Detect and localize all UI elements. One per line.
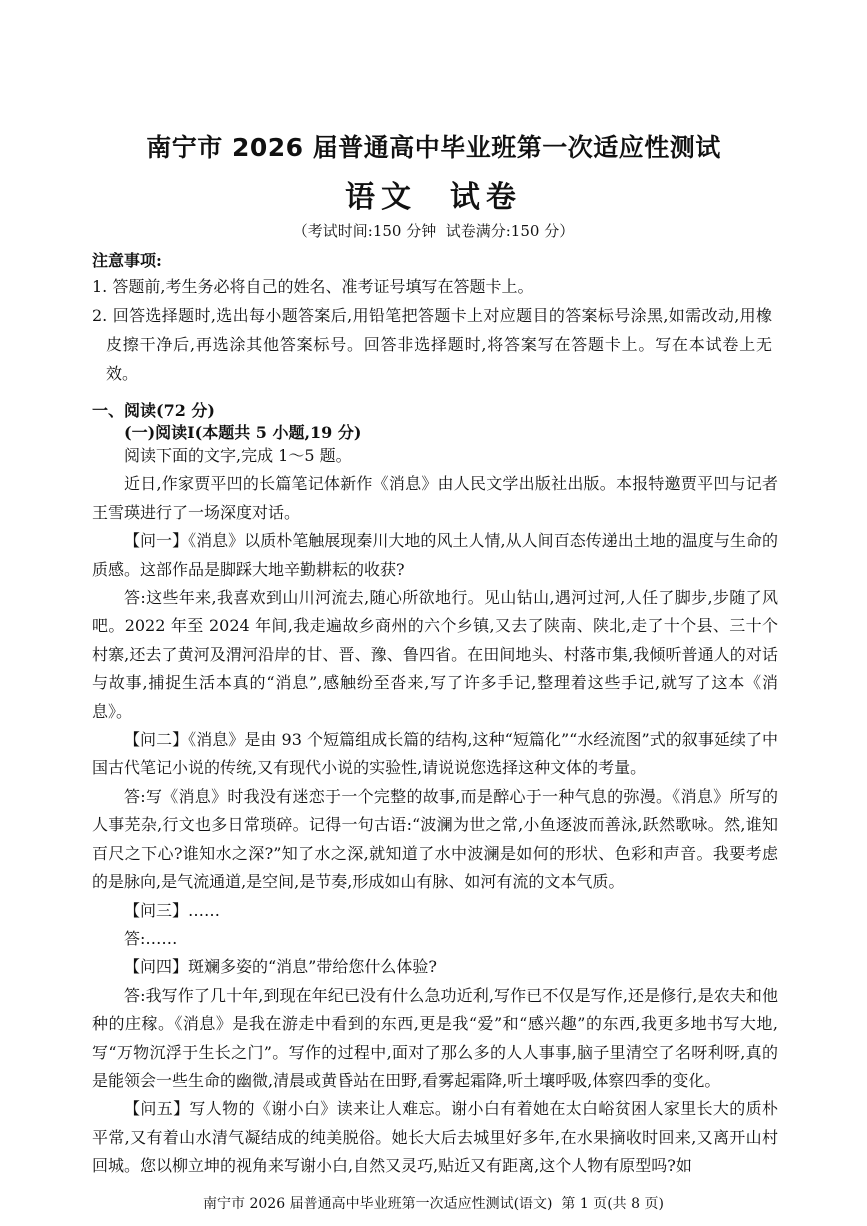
paragraph: 【问四】斑斓多姿的“消息”带给您什么体验? [124, 957, 437, 977]
paragraph: 【问二】《消息》是由 93 个短篇组成长篇的结构,这种“短篇化”“水经流图”式的叙事延续了中国古代笔记小说的传统,又有现代小说的实验性,请说说您选择这种文体的考量。 [92, 730, 778, 778]
paragraph: 阅读下面的文字,完成 1～5 题。 [124, 446, 352, 465]
exam-subtitle: 语文 试卷 [345, 180, 522, 215]
reading-passage [92, 442, 778, 1181]
notice-item: 1. 答题前,考生务必将自己的姓名、准考证号填写在答题卡上。 [92, 277, 534, 296]
notice-item: 2. 回答选择题时,选出每小题答案后,用铅笔把答题卡上对应题目的答案标号涂黑,如需改动,用橡皮擦干净后,再选涂其他答案标号。回答非选择题时,将答案写在答题卡上。写在本试卷上无效。 [92, 306, 772, 383]
paragraph: 答:这些年来,我喜欢到山川河流去,随心所欲地行。见山钻山,遇河过河,人任了脚步,步随了风吧。2022 年至 2024 年间,我走遍故乡商州的六个乡镇,又去了陕南、陕北,走了十个县、三十个村寨,还去了黄河及渭河沿岸的甘、晋、豫、鲁四省。在田间地头、村落市集,我倾听普通人的对话与故事,捕捉生活本真的“消息”,感触纷至沓来,写了许多手记,整理着这些手记,就写了这本《消息》。 [92, 588, 778, 721]
paragraph: 【问五】写人物的《谢小白》读来让人难忘。谢小白有着她在太白峪贫困人家里长大的质朴平常,又有着山水清气凝结成的纯美脱俗。她长大后去城里好多年,在水果摘收时回来,又离开山村回城。您以柳立坤的视角来写谢小白,自然又灵巧,贴近又有距离,这个人物有原型吗?如 [92, 1099, 778, 1176]
paragraph: 答:写《消息》时我没有迷恋于一个完整的故事,而是醉心于一种气息的弥漫。《消息》所写的人事芜杂,行文也多日常琐碎。记得一句古语:“波澜为世之常,小鱼逐波而善泳,跃然歌咏。然,谁知百尺之下心?谁知水之深?”知了水之深,就知道了水中波澜是如何的形状、色彩和声音。我要考虑的是脉向,是气流通道,是空间,是节奏,形成如山有脉、如河有流的文本气质。 [92, 786, 778, 892]
section-subheading: (一)阅读Ⅰ(本题共 5 小题,19 分) [124, 423, 362, 442]
paragraph: 答:…… [124, 928, 178, 948]
paragraph: 【问三】…… [124, 900, 221, 920]
page-footer: 南宁市 2026 届普通高中毕业班第一次适应性测试(语文) 第 1 页(共 8 页) [203, 1196, 664, 1212]
notice-title: 注意事项: [92, 251, 162, 270]
notice-list [92, 272, 772, 388]
paragraph: 近日,作家贾平凹的长篇笔记体新作《消息》由人民文学出版社出版。本报特邀贾平凹与记者王雪瑛进行了一场深度对话。 [92, 474, 778, 522]
paragraph: 【问一】《消息》以质朴笔触展现秦川大地的风土人情,从人间百态传递出土地的温度与生命的质感。这部作品是脚踩大地辛勤耕耘的收获? [92, 531, 778, 579]
paragraph: 答:我写作了几十年,到现在年纪已没有什么急功近利,写作已不仅是写作,还是修行,是农夫和他种的庄稼。《消息》是我在游走中看到的东西,更是我“爱”和“感兴趣”的东西,我更多地书写大地,写“万物沉浮于生长之门”。写作的过程中,面对了那么多的人人事事,脑子里清空了名呀利呀,真的是能领会一些生命的幽微,清晨或黄昏站在田野,看雾起霜降,听土壤呼吸,体察四季的变化。 [92, 985, 778, 1090]
exam-meta: （考试时间:150 分钟 试卷满分:150 分） [292, 222, 575, 240]
exam-title: 南宁市 2026 届普通高中毕业班第一次适应性测试 [146, 133, 721, 162]
section-heading: 一、阅读(72 分) [92, 401, 215, 420]
